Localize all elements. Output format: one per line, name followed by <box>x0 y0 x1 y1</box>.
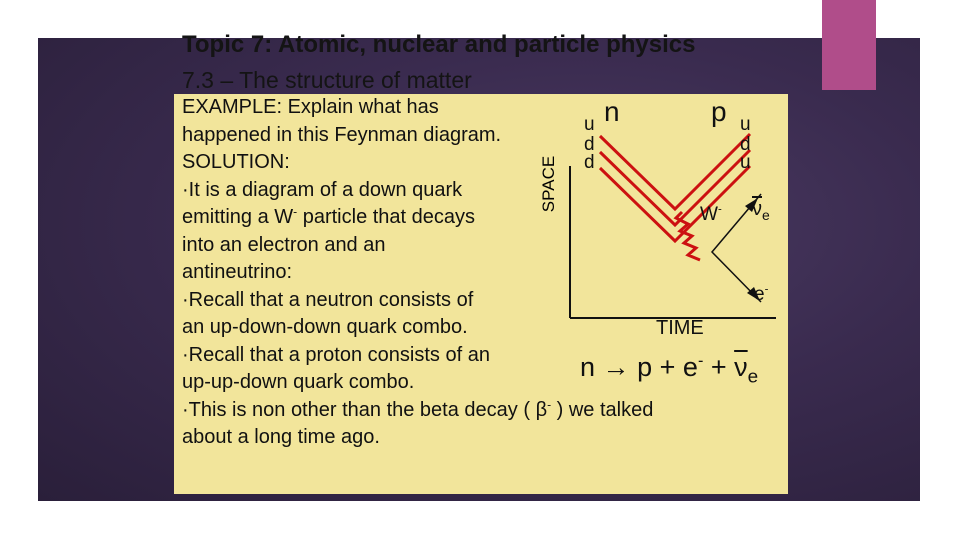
example-card <box>174 94 788 494</box>
neutron-quark: u <box>584 114 595 135</box>
example-line: EXAMPLE: Explain what has <box>182 96 439 118</box>
feynman-diagram <box>174 94 788 494</box>
bullet-icon: · <box>182 398 189 421</box>
example-line: ·This is non other than the beta decay ( β- ) we talked <box>182 396 654 421</box>
example-line: about a long time ago. <box>182 426 380 448</box>
neutron-quark: d <box>584 134 595 155</box>
space-axis-label: SPACE <box>539 155 558 213</box>
example-line: an up-down-down quark combo. <box>182 316 468 338</box>
slide-title: Topic 7: Atomic, nuclear and particle physics <box>182 31 696 58</box>
electron-label: e- <box>754 283 769 305</box>
example-line: emitting a W- particle that decays <box>182 204 476 228</box>
proton-quark: u <box>740 114 751 135</box>
slide-subtitle: 7.3 – The structure of matter <box>182 67 472 93</box>
proton-quark: u <box>740 152 751 173</box>
proton-label: p <box>711 96 727 127</box>
example-line: ·Recall that a proton consists of an <box>182 343 490 366</box>
quark-line <box>600 166 750 241</box>
example-line: SOLUTION: <box>182 151 290 173</box>
bullet-icon: · <box>182 178 189 201</box>
w-boson-label: W- <box>700 203 722 225</box>
example-line: antineutrino: <box>182 261 293 283</box>
accent-bar <box>822 0 876 90</box>
example-line: up-up-down quark combo. <box>182 371 415 393</box>
bullet-icon: · <box>182 288 189 311</box>
example-line: ·It is a diagram of a down quark <box>182 178 463 201</box>
neutron-quark: d <box>584 152 595 173</box>
bullet-icon: · <box>182 343 189 366</box>
antineutrino-label: $\overline{\nu}_e$ <box>752 198 770 223</box>
time-axis-label: TIME <box>656 317 704 339</box>
proton-quark: d <box>740 134 751 155</box>
example-line: into an electron and an <box>182 233 386 256</box>
neutron-label: n <box>604 96 620 127</box>
example-line: happened in this Feynman diagram. <box>182 123 502 146</box>
example-line: ·Recall that a neutron consists of <box>182 288 474 311</box>
beta-decay-equation: $n \to p + e^- + \overline{\nu}_e$ <box>580 352 759 388</box>
